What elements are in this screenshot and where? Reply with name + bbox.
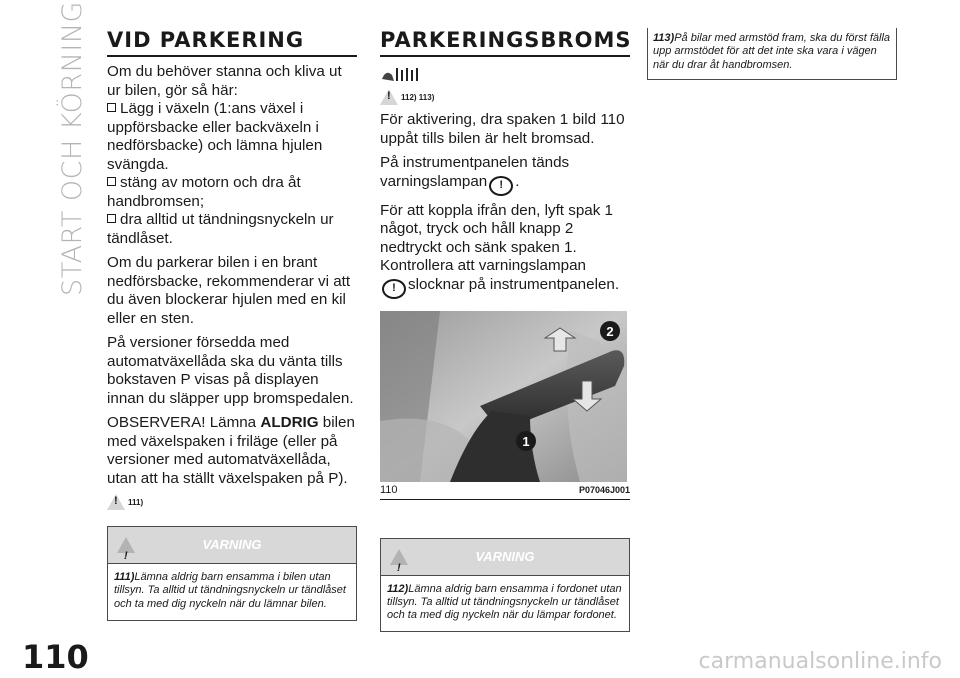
warning-triangle-icon [117,537,135,553]
warning-body [381,575,629,632]
warning-number: 112) [387,582,409,595]
warning-title: VARNING [202,537,262,552]
warning-box-111 [107,526,357,621]
parking-slope-paragraph: Om du parkerar bilen i en brant nedförsbacke, rekommenderar vi att du även blockerar hjulen med en kil eller en sten. [107,254,351,327]
warning-body [108,563,356,620]
lamp-text-prefix: På instrumentpanelen tänds varningslampan [380,154,570,190]
parking-step-2: stäng av motorn och dra åt handbromsen; [107,174,357,211]
site-watermark: carmanualsonline.info [698,649,942,674]
note-box-113 [647,28,897,80]
parking-automatic-paragraph: På versioner försedda med automatväxellåda ska du vänta tills bokstaven P visas på displayen innan du släpper upp bromspedalen. [107,334,354,407]
figure-code: P07046J001 [578,484,630,495]
column-notes [647,28,897,80]
manual-reference-icon [380,65,630,88]
brake-warning-lamp-icon: ! [382,279,406,299]
parking-intro: Om du behöver stanna och kliva ut ur bilen, gör så här: [107,63,342,99]
chapter-title-text: START OCH KÖRNING [56,0,88,296]
observe-suffix: bilen med växelspaken i friläge (eller på versioner med automatväxellåda, utan att ha ställt växelspaken på P). [107,414,355,487]
section-heading-parking: VID PARKERING [107,28,357,57]
manual-book-icon [380,65,424,83]
warning-box-112 [380,538,630,633]
warning-triangle-icon [107,494,125,510]
warning-header [381,539,629,575]
handbrake-illustration [380,311,627,482]
section-heading-parking-brake: PARKERINGSBROMS [380,28,630,57]
figure-label-2: 2 [606,323,614,339]
column-parking [107,28,357,621]
page-number: 110 [22,638,89,676]
note-text: På bilar med armstöd fram, ska du först fälla upp armstödet för att det inte ska vara i vägen när du drar åt handbromsen. [653,32,891,71]
warning-number: 111) [114,571,135,583]
warning-text: Lämna aldrig barn ensamma i bilen utan tillsyn. Ta alltid ut tändningsnyckeln ur tändlåset och ta med dig nyckeln när du lämnar bilen. [114,571,346,610]
parking-observe-paragraph [107,414,357,488]
check-text-prefix: Kontrollera att varningslampan [380,257,586,274]
lamp-text-suffix: . [515,172,520,190]
parking-step-3: dra alltid ut tändningsnyckeln ur tändlåset. [107,211,357,248]
figure-label-1: 1 [522,433,530,449]
brake-release-paragraph: För att koppla ifrån den, lyft spak 1 något, tryck och håll knapp 2 nedtryckt och sänk spaken 1. [380,201,613,256]
handbrake-figure [380,311,627,482]
brake-warning-lamp-icon: ! [489,176,513,196]
warning-ref-row [107,494,357,510]
warning-triangle-icon [380,89,398,105]
warning-header [108,527,356,563]
parking-step-1: Lägg i växeln (1:ans växel i uppförsbacke eller backväxeln i nedförsbacke) och lämna hjulen svängda. [107,100,357,174]
warning-ref-row [380,89,630,105]
figure-number: 110 [380,483,398,496]
chapter-side-title [54,0,90,296]
column-parking-brake [380,28,630,632]
brake-activation-paragraph: För aktivering, dra spaken 1 bild 110 uppåt tills bilen är helt bromsad. [380,111,625,147]
note-number: 113) [653,32,675,44]
warning-triangle-icon [390,549,408,565]
figure-caption [380,482,630,500]
warning-text: Lämna aldrig barn ensamma i fordonet utan tillsyn. Ta alltid ut tändningsnyckeln ur tändlåset och ta med dig nyckeln när du lämpar fordonet. [387,582,622,622]
warning-references: 112) 113) [401,92,435,102]
observe-emphasis: ALDRIG [260,414,319,431]
observe-prefix: OBSERVERA! Lämna [107,414,261,431]
warning-title: VARNING [475,548,535,564]
check-text-suffix: slocknar på instrumentpanelen. [408,275,620,293]
brake-check-paragraph [380,257,630,299]
warning-reference: 111) [128,497,144,507]
brake-lamp-paragraph [380,154,630,196]
